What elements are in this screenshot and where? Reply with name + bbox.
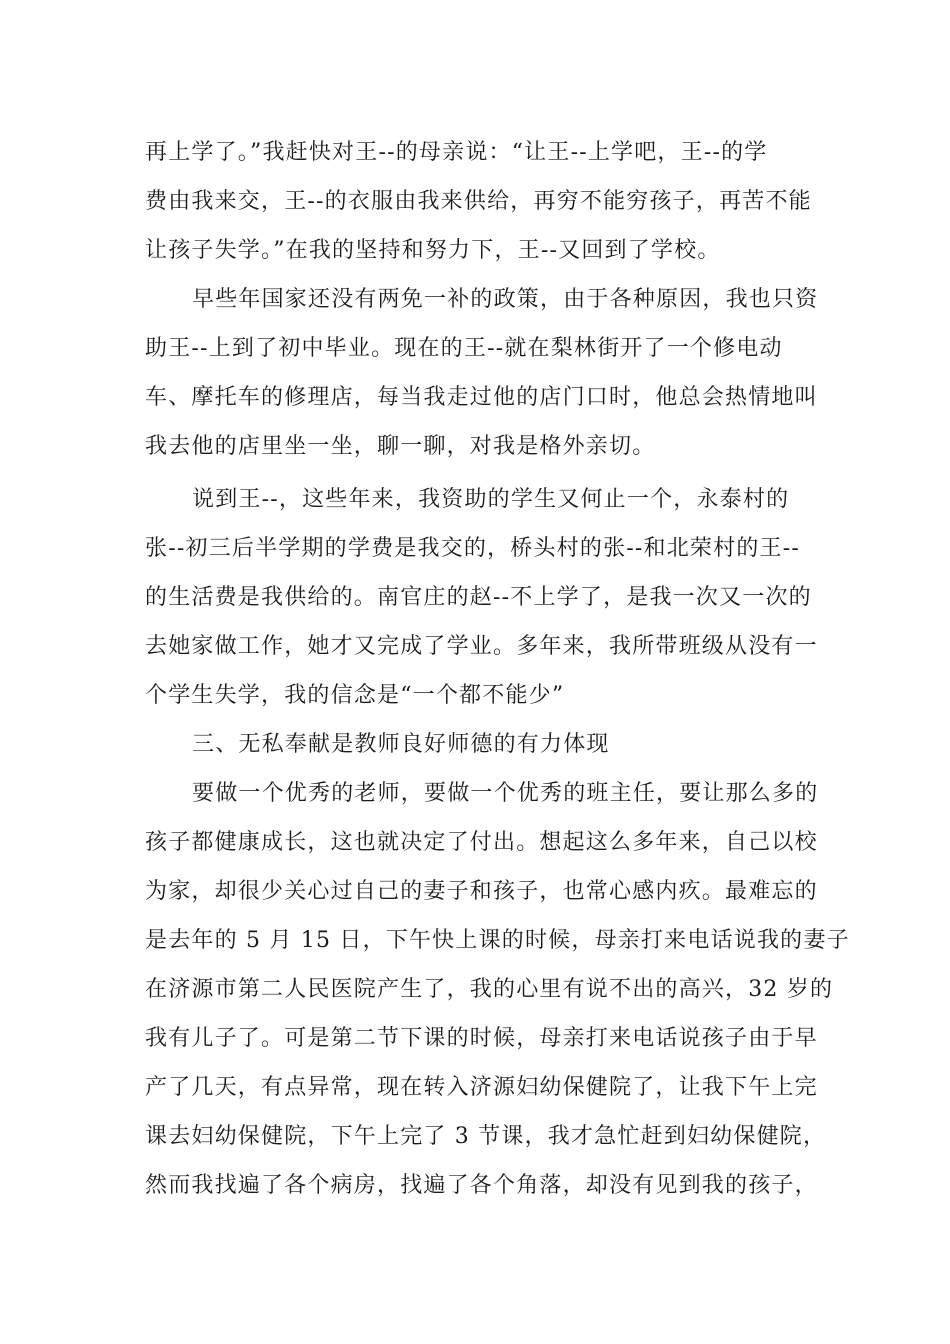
- paragraph-first-line: 早些年国家还没有两免一补的政策，由于各种原因，我也只资: [192, 287, 819, 312]
- text-line: 我有儿子了。可是第二节下课的时候，母亲打来电话说孩子由于早: [145, 1026, 818, 1051]
- text-line: 的生活费是我供给的。南官庄的赵--不上学了，是我一次又一次的: [145, 585, 812, 610]
- text-line: 产了几天，有点异常，现在转入济源妇幼保健院了，让我下午上完: [145, 1075, 818, 1100]
- text-line: 去她家做工作，她才又完成了学业。多年来，我所带班级从没有一: [145, 634, 818, 659]
- text-line: 我去他的店里坐一坐，聊一聊，对我是格外亲切。: [145, 434, 656, 459]
- text-line: 车、摩托车的修理店，每当我走过他的店门口时，他总会热情地叫: [145, 385, 818, 410]
- text-line: 个学生失学，我的信念是“一个都不能少”: [145, 683, 565, 708]
- text-line: 助王--上到了初中毕业。现在的王--就在梨林街开了一个修电动: [145, 336, 783, 361]
- text-line: 然而我找遍了各个病房，找遍了各个角落，却没有见到我的孩子，: [145, 1173, 818, 1198]
- section-heading: 三、无私奉献是教师良好师德的有力体现: [192, 732, 610, 757]
- text-line: 课去妇幼保健院，下午上完了 3 节课，我才急忙赶到妇幼保健院，: [145, 1124, 827, 1149]
- text-line: 让孩子失学。”在我的坚持和努力下，王--又回到了学校。: [145, 238, 721, 263]
- paragraph-first-line: 说到王--，这些年来，我资助的学生又何止一个，永泰村的: [192, 487, 790, 512]
- text-line: 在济源市第二人民医院产生了，我的心里有说不出的高兴，32 岁的: [145, 977, 834, 1002]
- text-line: 再上学了。”我赶快对王--的母亲说：“让王--上学吧，王--的学: [145, 140, 768, 165]
- text-line: 费由我来交，王--的衣服由我来供给，再穷不能穷孩子，再苦不能: [145, 189, 812, 214]
- text-line: 孩子都健康成长，这也就决定了付出。想起这么多年来，自己以校: [145, 830, 818, 855]
- text-line: 是去年的 5 月 15 日，下午快上课的时候，母亲打来电话说我的妻子: [145, 928, 850, 953]
- text-line: 张--初三后半学期的学费是我交的，桥头村的张--和北荣村的王--: [145, 536, 801, 561]
- text-line: 为家，却很少关心过自己的妻子和孩子，也常心感内疚。最难忘的: [145, 879, 818, 904]
- paragraph-first-line: 要做一个优秀的老师，要做一个优秀的班主任，要让那么多的: [192, 781, 819, 806]
